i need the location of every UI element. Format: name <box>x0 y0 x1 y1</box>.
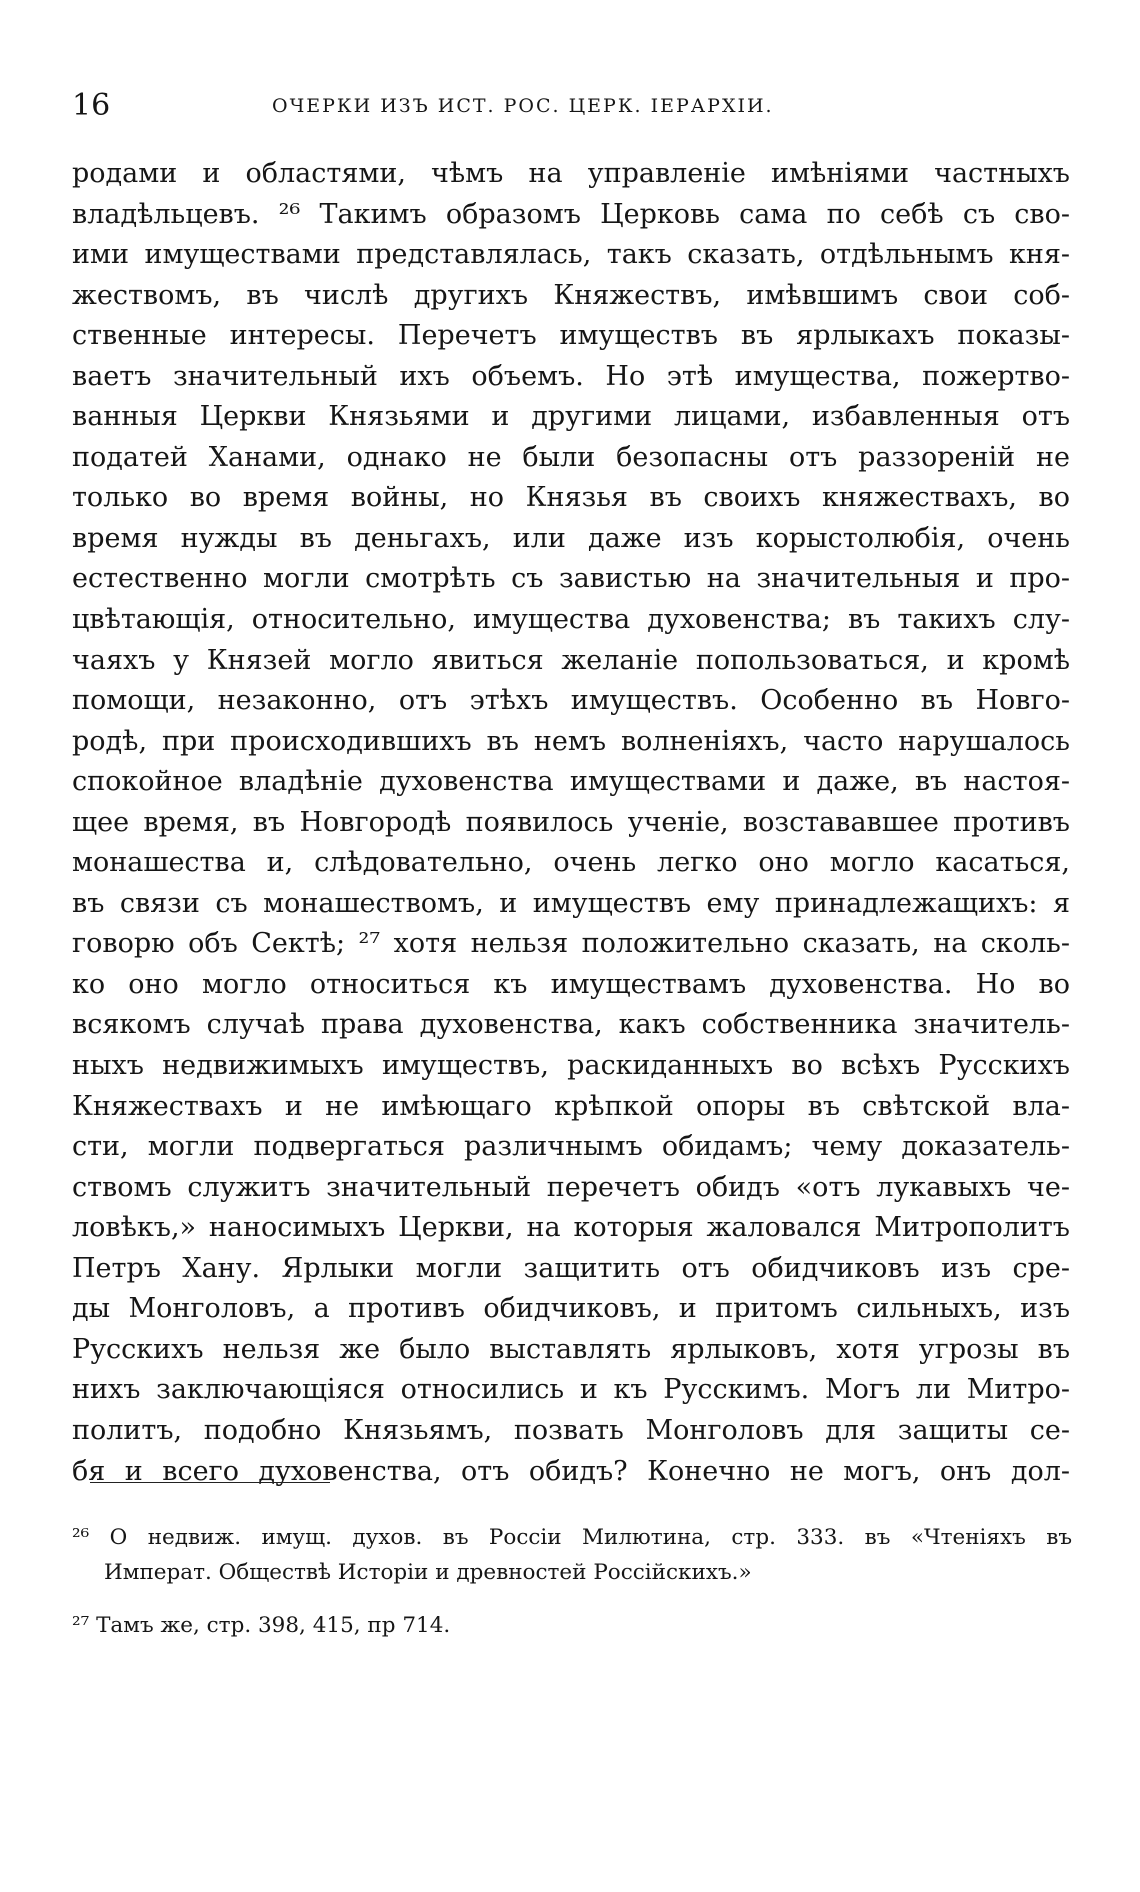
text-line: Петръ Хану. Ярлыки могли защитить отъ обидчиковъ изъ сре- <box>72 1252 1070 1284</box>
text-line: родами и областями, чѣмъ на управленіе имѣніями частныхъ <box>72 158 1070 189</box>
footnote-27: ²⁷ Тамъ же, стр. 398, 415, пр 714. <box>72 1613 451 1638</box>
text-line: ствомъ служитъ значительный перечетъ обидъ «отъ лукавыхъ че- <box>72 1171 1070 1203</box>
text-line: владѣльцевъ. ²⁶ Такимъ образомъ Церковь сама по себѣ съ сво- <box>72 198 1070 230</box>
footnotes <box>72 1520 1072 1643</box>
page-header <box>72 86 1072 126</box>
text-line: только во время войны, но Князья въ своихъ княжествахъ, во <box>72 482 1070 514</box>
text-line: говорю объ Сектѣ; ²⁷ хотя нельзя положительно сказать, на сколь- <box>72 928 1070 960</box>
footnote-divider <box>90 1482 330 1483</box>
text-line: сти, могли подвергаться различнымъ обидамъ; чему доказатель- <box>72 1131 1070 1163</box>
footnote-26: ²⁶ О недвиж. имущ. духов. въ Россіи Милютина, стр. 333. въ «Чтеніяхъ въ <box>72 1525 1072 1550</box>
text-line: время нужды въ деньгахъ, или даже изъ корыстолюбія, очень <box>72 522 1070 554</box>
text-line: помощи, незаконно, отъ этѣхъ имуществъ. Особенно въ Новго- <box>72 685 1070 717</box>
text-line: ственные интересы. Перечетъ имуществъ въ ярлыкахъ показы- <box>72 320 1070 352</box>
text-line: жествомъ, въ числѣ другихъ Княжествъ, имѣвшимъ свои соб- <box>72 279 1070 311</box>
text-line: ваетъ значительный ихъ объемъ. Но этѣ имущества, пожертво- <box>72 360 1070 392</box>
text-line: цвѣтающія, относительно, имущества духовенства; въ такихъ слу- <box>72 604 1070 636</box>
text-line: ды Монголовъ, а противъ обидчиковъ, и притомъ сильныхъ, изъ <box>72 1293 1070 1325</box>
text-line: нихъ заключающіяся относились и къ Русскимъ. Могъ ли Митро- <box>72 1374 1070 1406</box>
text-line: ныхъ недвижимыхъ имуществъ, раскиданныхъ во всѣхъ Русскихъ <box>72 1050 1070 1082</box>
text-line: щее время, въ Новгородѣ появилось ученіе, возстававшее противъ <box>72 806 1070 838</box>
text-line: политъ, подобно Князьямъ, позвать Монголовъ для защиты се- <box>72 1414 1070 1446</box>
text-line: родѣ, при происходившихъ въ немъ волненіяхъ, часто нарушалось <box>72 725 1070 757</box>
text-line: естественно могли смотрѣть съ завистью на значительныя и про- <box>72 563 1070 595</box>
text-line: въ связи съ монашествомъ, и имуществъ ему принадлежащихъ: я <box>72 887 1070 919</box>
text-line: ими имуществами представлялась, такъ сказать, отдѣльнымъ кня- <box>72 239 1070 271</box>
text-line: ловѣкъ,» наносимыхъ Церкви, на которыя жаловался Митрополитъ <box>72 1212 1070 1244</box>
body-text <box>72 154 1070 1492</box>
text-line: податей Ханами, однако не были безопасны отъ раззореній не <box>72 441 1070 473</box>
text-line: всякомъ случаѣ права духовенства, какъ собственника значитель- <box>72 1009 1070 1041</box>
text-line: Княжествахъ и не имѣющаго крѣпкой опоры въ свѣтской вла- <box>72 1090 1070 1122</box>
text-line: спокойное владѣніе духовенства имуществами и даже, въ настоя- <box>72 766 1070 798</box>
text-line: Русскихъ нельзя же было выставлять ярлыковъ, хотя угрозы въ <box>72 1333 1070 1365</box>
text-line: бя и всего духовенства, отъ обидъ? Конечно не могъ, онъ дол- <box>72 1455 1070 1487</box>
text-line: монашества и, слѣдовательно, очень легко оно могло касаться, <box>72 847 1070 879</box>
text-line: ванныя Церкви Князьями и другими лицами, избавленныя отъ <box>72 401 1070 433</box>
footnote-26-continuation: Императ. Обществѣ Исторіи и древностей Россійскихъ.» <box>104 1560 752 1585</box>
running-head: ОЧЕРКИ ИЗЪ ИСТ. РОС. ЦЕРК. ІЕРАРХІИ. <box>272 95 774 117</box>
text-line: чаяхъ у Князей могло явиться желаніе попользоваться, и кромѣ <box>72 644 1070 676</box>
page-number: 16 <box>72 88 111 123</box>
text-line: ко оно могло относиться къ имуществамъ духовенства. Но во <box>72 968 1070 1000</box>
